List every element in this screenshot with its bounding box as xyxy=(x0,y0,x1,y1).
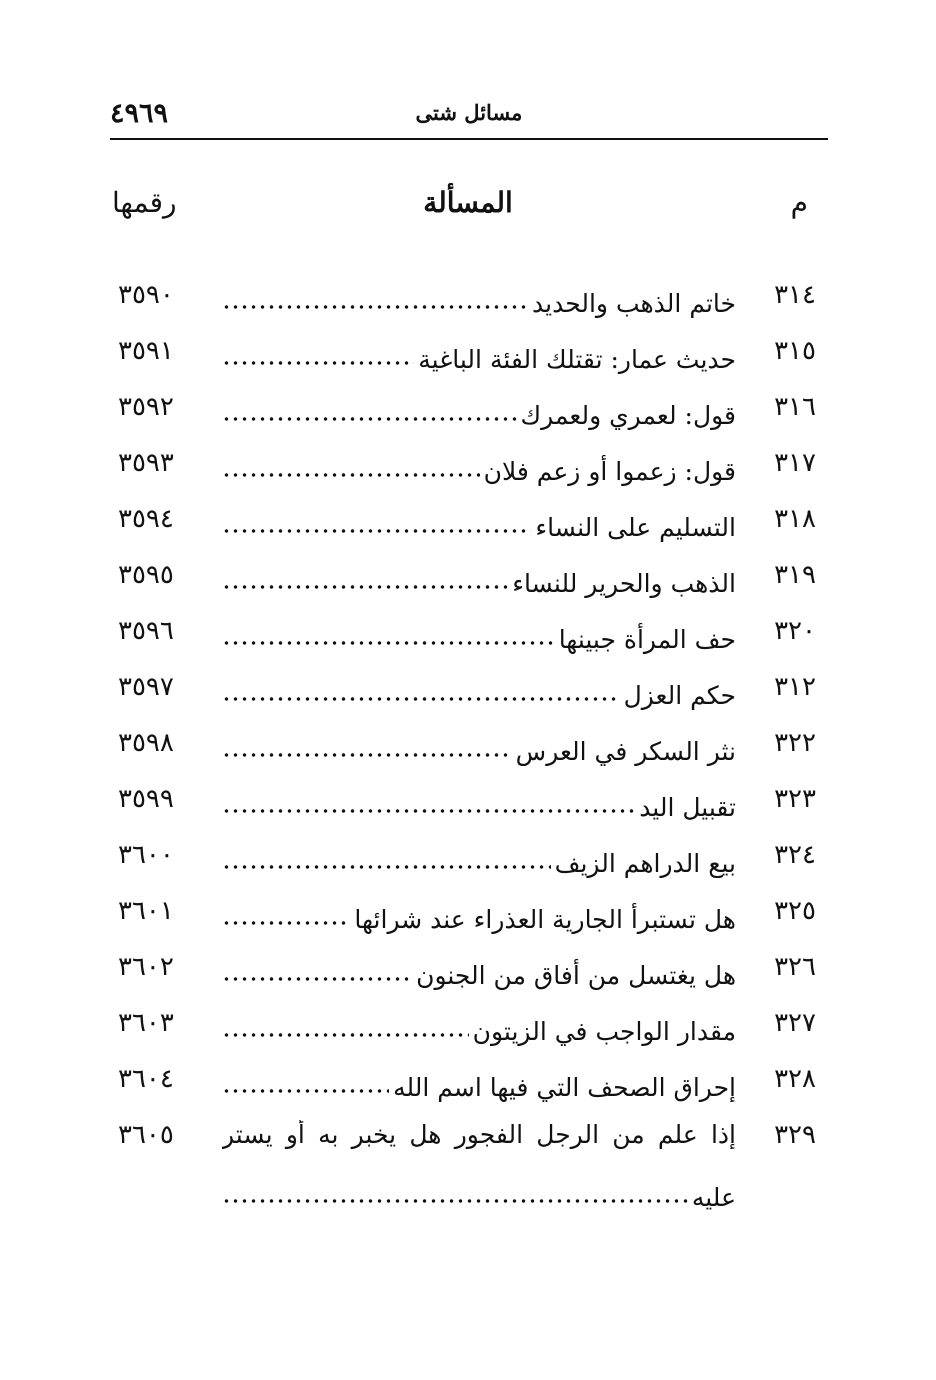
entry-number: ٣٢٢ xyxy=(774,728,816,758)
entry-title-first-line: إذا علم من الرجل الفجور هل يخبر به أو يستر xyxy=(222,1120,736,1149)
entry-number: ٣٢٩ xyxy=(774,1120,816,1150)
entry-reference: ٣٥٩٠ xyxy=(118,280,174,310)
index-entry xyxy=(0,552,936,608)
entry-number: ٣٢٦ xyxy=(774,952,816,982)
index-entry xyxy=(0,664,936,720)
section-title: مسائل شتى xyxy=(415,100,523,125)
entry-reference: ٣٥٩١ xyxy=(118,336,174,366)
dot-leader xyxy=(222,751,512,759)
entry-title-line xyxy=(222,1174,736,1212)
dot-leader xyxy=(222,1087,389,1095)
dot-leader xyxy=(222,639,555,647)
entry-title-line xyxy=(222,616,736,654)
entry-number: ٣١٨ xyxy=(774,504,816,534)
entry-number: ٣١٥ xyxy=(774,336,816,366)
entry-title: إحراق الصحف التي فيها اسم الله xyxy=(393,1073,736,1102)
entry-title-line xyxy=(222,504,736,542)
entry-number: ٣٢٠ xyxy=(774,616,816,646)
entry-title-line xyxy=(222,448,736,486)
dot-leader xyxy=(222,807,635,815)
index-entry xyxy=(0,384,936,440)
entry-title-line xyxy=(222,560,736,598)
entry-title: نثر السكر في العرس xyxy=(515,737,736,766)
entry-reference: ٣٦٠٣ xyxy=(118,1008,174,1038)
page-number: ٤٩٦٩ xyxy=(110,98,169,129)
entry-reference: ٣٦٠٠ xyxy=(118,840,174,870)
entry-reference: ٣٦٠٢ xyxy=(118,952,174,982)
entry-number: ٣٢٥ xyxy=(774,896,816,926)
entry-number: ٣٢٨ xyxy=(774,1064,816,1094)
entry-title-line xyxy=(222,952,736,990)
entry-title: التسليم على النساء xyxy=(535,513,736,542)
index-entry xyxy=(0,776,936,832)
index-entry xyxy=(0,832,936,888)
dot-leader xyxy=(222,583,508,591)
index-entry-multiline xyxy=(0,1112,936,1222)
column-header-reference: رقمها xyxy=(112,186,177,219)
entry-reference: ٣٥٩٤ xyxy=(118,504,174,534)
index-entry xyxy=(0,888,936,944)
dot-leader xyxy=(222,695,620,703)
index-entry xyxy=(0,496,936,552)
dot-leader xyxy=(222,415,517,423)
entry-reference: ٣٥٩٦ xyxy=(118,616,174,646)
entry-reference: ٣٦٠٥ xyxy=(118,1120,174,1150)
entry-title-line xyxy=(222,896,736,934)
entry-number: ٣١٢ xyxy=(774,672,816,702)
entry-number: ٣٢٧ xyxy=(774,1008,816,1038)
entry-reference: ٣٥٩٨ xyxy=(118,728,174,758)
entry-title: الذهب والحرير للنساء xyxy=(512,569,736,598)
entry-reference: ٣٥٩٣ xyxy=(118,448,174,478)
index-entry xyxy=(0,944,936,1000)
entry-title-line xyxy=(222,1008,736,1046)
dot-leader xyxy=(222,863,551,871)
entry-title: مقدار الواجب في الزيتون xyxy=(472,1017,736,1046)
entry-title: قول: زعموا أو زعم فلان xyxy=(483,457,736,486)
entry-reference: ٣٥٩٥ xyxy=(118,560,174,590)
entry-title-line xyxy=(222,1064,736,1102)
dot-leader xyxy=(222,471,480,479)
index-entries xyxy=(0,272,936,1222)
index-entry xyxy=(0,720,936,776)
entry-title-line xyxy=(222,336,736,374)
index-entry xyxy=(0,1056,936,1112)
entry-reference: ٣٦٠٤ xyxy=(118,1064,174,1094)
index-entry xyxy=(0,440,936,496)
entry-number: ٣١٤ xyxy=(774,280,816,310)
entry-title-line xyxy=(222,672,736,710)
entry-title: هل تستبرأ الجارية العذراء عند شرائها xyxy=(354,905,736,934)
entry-title: بيع الدراهم الزيف xyxy=(554,849,736,878)
entry-title: تقبيل اليد xyxy=(639,793,736,822)
entry-title-line xyxy=(222,784,736,822)
dot-leader xyxy=(222,1031,469,1039)
entry-title: هل يغتسل من أفاق من الجنون xyxy=(416,961,736,990)
running-header xyxy=(110,92,828,140)
entry-title: خاتم الذهب والحديد xyxy=(532,289,736,318)
entry-number: ٣١٩ xyxy=(774,560,816,590)
entry-title-continuation: عليه xyxy=(691,1183,736,1212)
entry-number: ٣١٧ xyxy=(774,448,816,478)
entry-reference: ٣٦٠١ xyxy=(118,896,174,926)
entry-title: حديث عمار: تقتلك الفئة الباغية xyxy=(418,345,736,374)
index-entry xyxy=(0,272,936,328)
entry-title-line xyxy=(222,280,736,318)
entry-title: حكم العزل xyxy=(623,681,736,710)
entry-title: حف المرأة جبينها xyxy=(558,625,736,654)
entry-title-line xyxy=(222,728,736,766)
index-entry xyxy=(0,1000,936,1056)
index-entry xyxy=(0,328,936,384)
dot-leader xyxy=(222,975,412,983)
dot-leader xyxy=(222,1197,688,1205)
entry-number: ٣١٦ xyxy=(774,392,816,422)
entry-title: قول: لعمري ولعمرك xyxy=(520,401,736,430)
dot-leader xyxy=(222,919,350,927)
entry-reference: ٣٥٩٩ xyxy=(118,784,174,814)
dot-leader xyxy=(222,527,531,535)
entry-number: ٣٢٣ xyxy=(774,784,816,814)
entry-title-line xyxy=(222,392,736,430)
dot-leader xyxy=(222,359,414,367)
entry-reference: ٣٥٩٧ xyxy=(118,672,174,702)
entry-title-line xyxy=(222,840,736,878)
index-entry xyxy=(0,608,936,664)
entry-reference: ٣٥٩٢ xyxy=(118,392,174,422)
dot-leader xyxy=(222,303,528,311)
column-header-number: م xyxy=(790,186,808,219)
column-header-title: المسألة xyxy=(423,186,513,219)
entry-number: ٣٢٤ xyxy=(774,840,816,870)
